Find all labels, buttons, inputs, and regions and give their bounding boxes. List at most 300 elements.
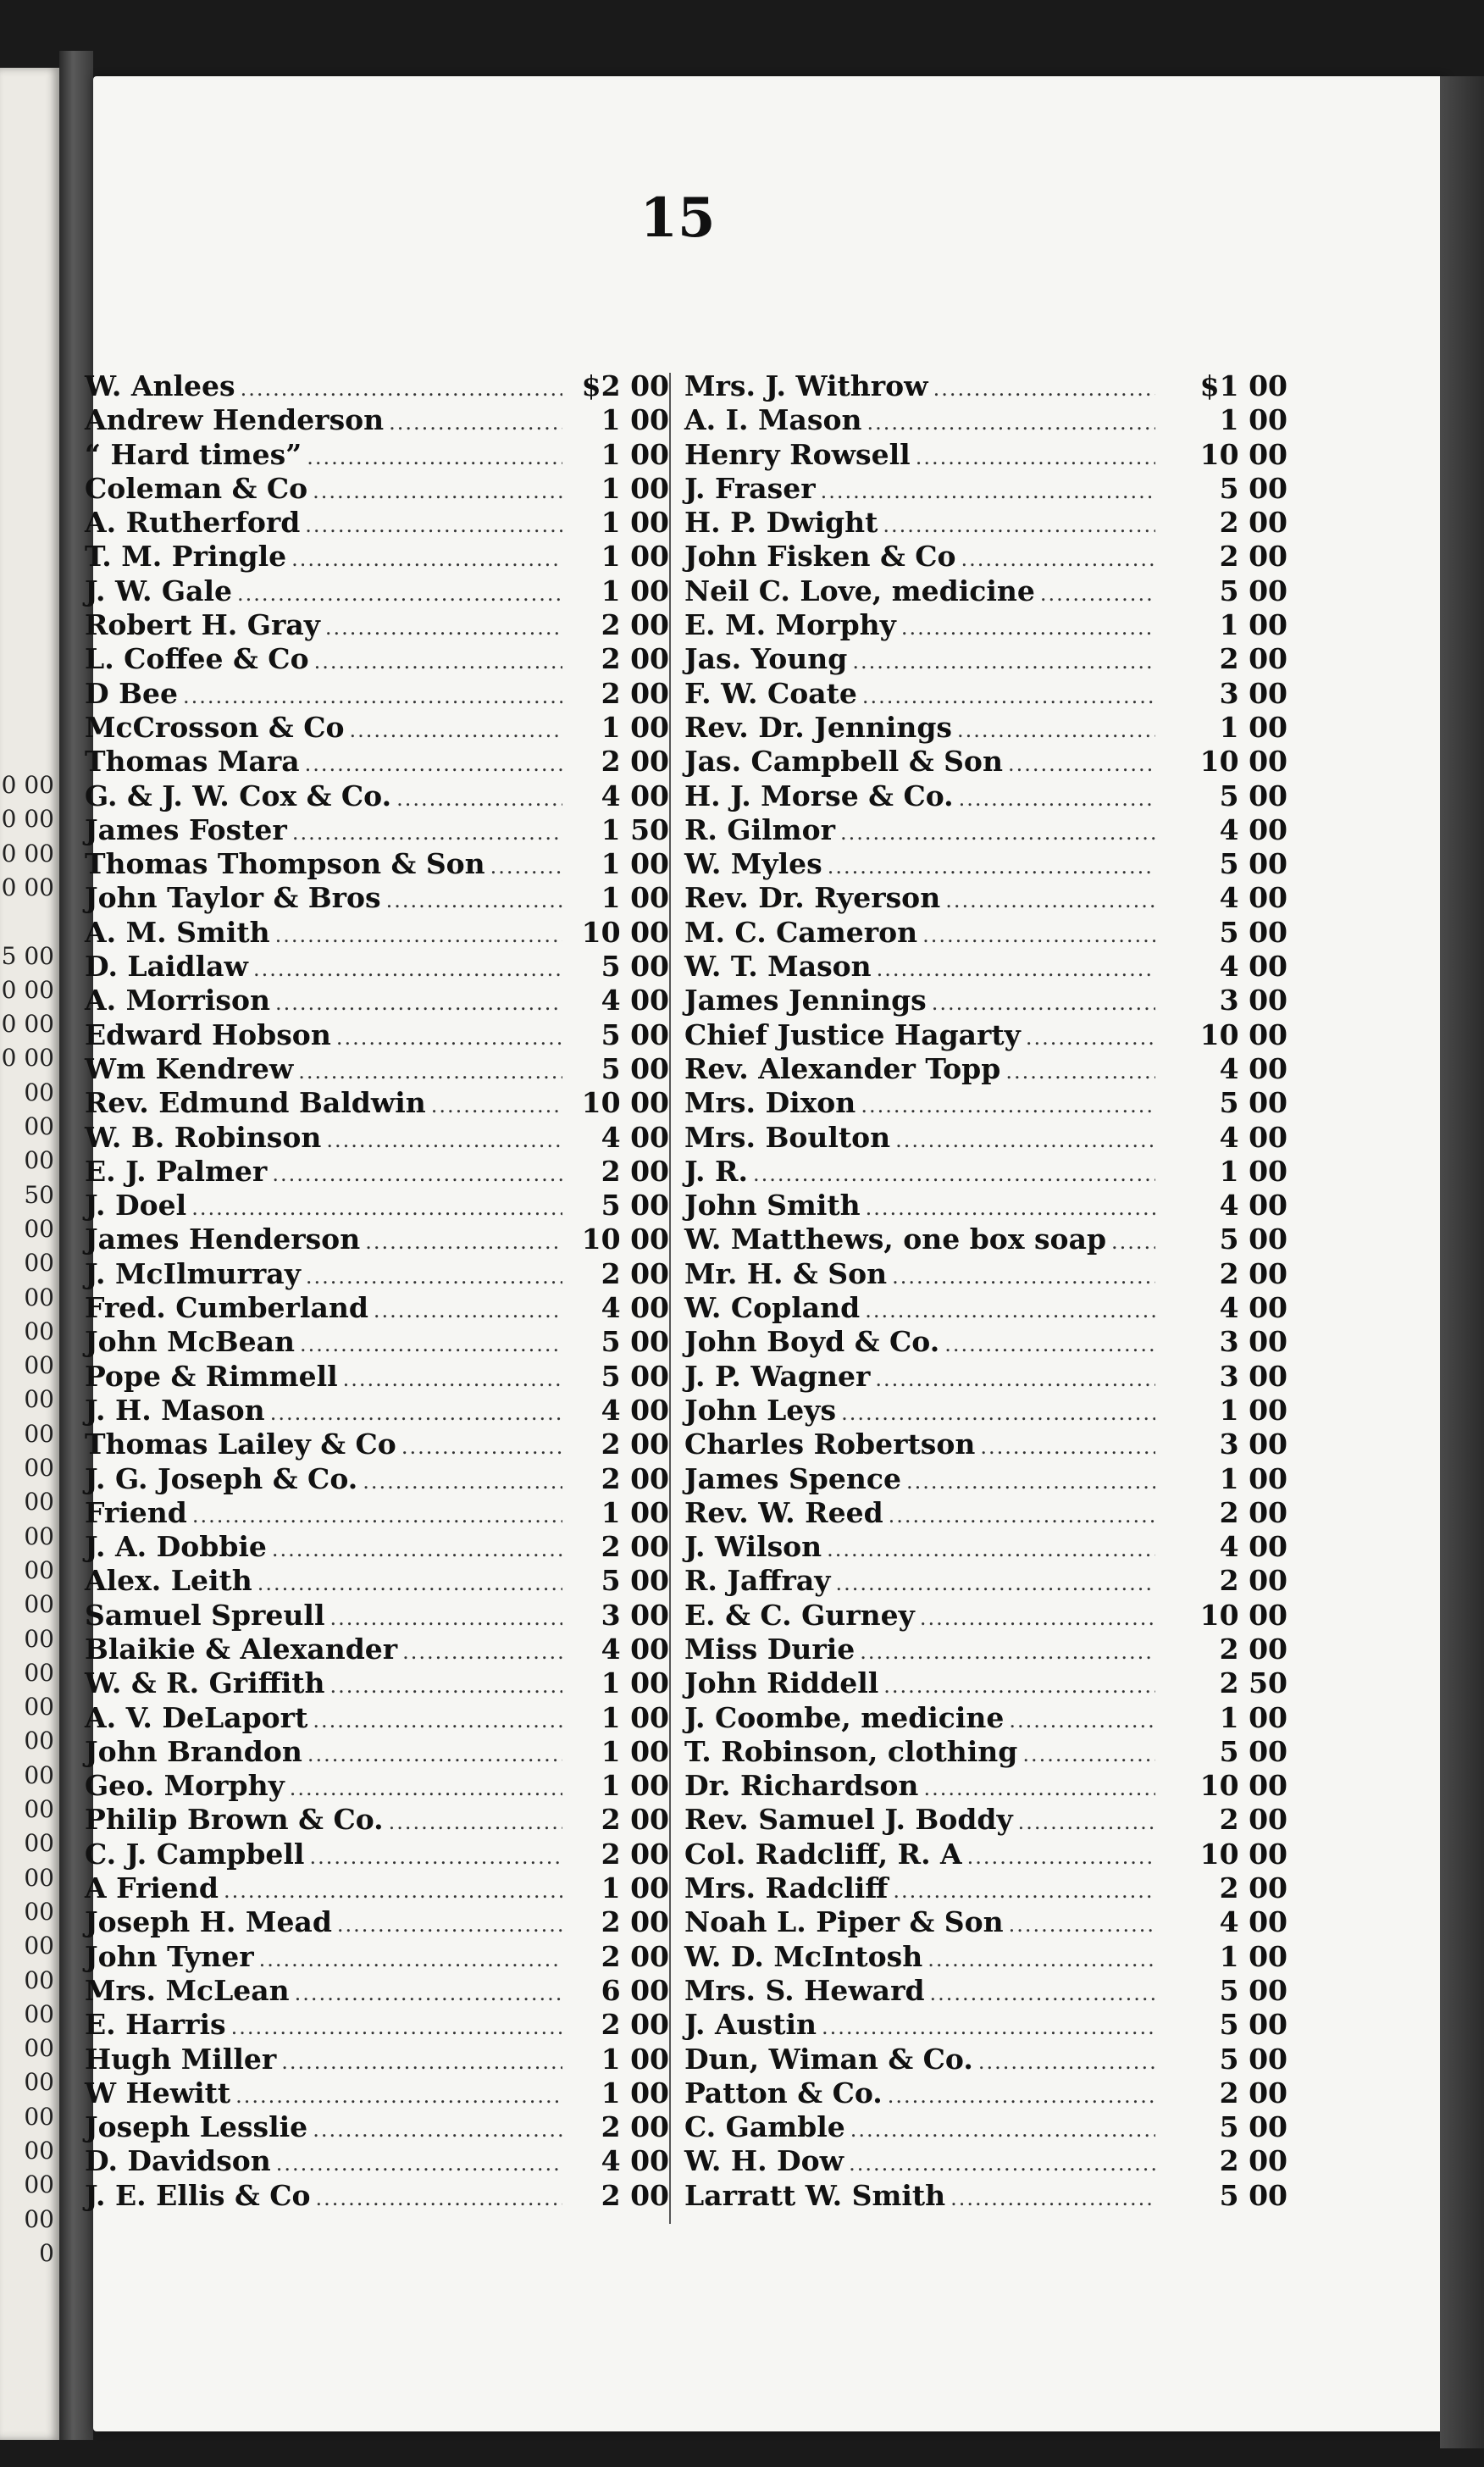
dot-leader bbox=[374, 1294, 562, 1328]
subscription-amount: 5 00 bbox=[601, 950, 669, 984]
facing-page-fragment: 00 bbox=[24, 1760, 54, 1789]
list-item bbox=[85, 1291, 669, 1325]
subscription-amount: 1 00 bbox=[1219, 710, 1287, 744]
list-item bbox=[669, 608, 1287, 642]
list-item bbox=[669, 506, 1287, 540]
subscriber-name: James Spence bbox=[684, 1461, 901, 1495]
dot-leader bbox=[883, 508, 1155, 542]
dot-leader bbox=[272, 1157, 562, 1191]
facing-page-fragment: 00 bbox=[24, 1795, 54, 1823]
list-item bbox=[669, 950, 1287, 984]
list-item bbox=[669, 1940, 1287, 1974]
dot-leader bbox=[1111, 1225, 1155, 1259]
subscriber-name: Mrs. J. Withrow bbox=[684, 369, 928, 402]
subscription-amount: 1 00 bbox=[601, 1700, 669, 1734]
list-item bbox=[669, 1735, 1287, 1769]
subscriber-name: A. V. DeLaport bbox=[85, 1700, 308, 1734]
list-item bbox=[669, 1769, 1287, 1803]
subscription-amount: 4 00 bbox=[1219, 881, 1287, 915]
subscription-amount: 1 00 bbox=[601, 540, 669, 574]
dot-leader bbox=[253, 952, 562, 986]
list-item bbox=[85, 403, 669, 437]
subscriber-name: John Fisken & Co bbox=[684, 540, 956, 574]
facing-page-fragment: 0 00 bbox=[1, 839, 54, 868]
subscriber-name: John Brandon bbox=[85, 1734, 302, 1768]
list-item bbox=[669, 745, 1287, 779]
dot-leader bbox=[827, 1533, 1155, 1566]
subscriber-name: T. Robinson, clothing bbox=[684, 1734, 1018, 1768]
list-item bbox=[669, 1905, 1287, 1939]
subscriber-name: E. Harris bbox=[85, 2008, 226, 2042]
dot-leader bbox=[307, 1738, 562, 1771]
subscription-amount: 2 00 bbox=[1219, 1256, 1287, 1290]
subscription-amount: 2 00 bbox=[1219, 1632, 1287, 1666]
list-item bbox=[669, 1222, 1287, 1256]
subscriber-name: J. Coombe, medicine bbox=[684, 1700, 1005, 1734]
dot-leader bbox=[313, 2113, 562, 2147]
subscriber-name: A. I. Mason bbox=[684, 403, 862, 437]
facing-page-fragment: 00 bbox=[24, 1146, 54, 1175]
subscription-amount: 5 00 bbox=[1219, 574, 1287, 607]
list-item bbox=[669, 916, 1287, 950]
dot-leader bbox=[295, 1976, 562, 2010]
subscriber-name: Samuel Spreull bbox=[85, 1598, 325, 1632]
subscriber-name: J. G. Joseph & Co. bbox=[85, 1461, 358, 1495]
dot-leader bbox=[961, 542, 1155, 576]
list-item bbox=[85, 2008, 669, 2042]
facing-page-fragment: 0 00 bbox=[1, 1010, 54, 1039]
subscriber-name: H. P. Dwight bbox=[684, 506, 878, 540]
dot-leader bbox=[1005, 1055, 1155, 1089]
subscription-amount: $2 00 bbox=[581, 369, 669, 402]
subscription-amount: 10 00 bbox=[581, 1222, 669, 1256]
subscription-amount: 2 00 bbox=[1219, 1803, 1287, 1837]
subscriber-name: E. M. Morphy bbox=[684, 608, 896, 642]
dot-leader bbox=[290, 1771, 562, 1805]
list-item bbox=[85, 642, 669, 676]
subscription-amount: 2 00 bbox=[601, 1256, 669, 1290]
facing-page-fragment: 00 bbox=[24, 1624, 54, 1653]
subscriber-name: McCrosson & Co bbox=[85, 710, 345, 744]
list-item bbox=[85, 1530, 669, 1564]
subscription-amount: 5 00 bbox=[1219, 2110, 1287, 2144]
facing-page-fragment: 00 bbox=[24, 2034, 54, 2063]
subscription-amount: 1 00 bbox=[601, 437, 669, 471]
dot-leader bbox=[275, 918, 562, 952]
dot-leader bbox=[1022, 1738, 1155, 1771]
subscriber-name: Coleman & Co bbox=[85, 471, 308, 505]
dot-leader bbox=[275, 986, 562, 1020]
dot-leader bbox=[1009, 1908, 1155, 1942]
subscriber-name: Philip Brown & Co. bbox=[85, 1803, 384, 1837]
subscriber-name: A. M. Smith bbox=[85, 915, 270, 949]
subscription-amount: 4 00 bbox=[601, 1120, 669, 1154]
subscription-amount: 5 00 bbox=[1219, 2008, 1287, 2042]
facing-page-fragment: 00 bbox=[24, 1112, 54, 1140]
subscription-amount: 2 00 bbox=[601, 1154, 669, 1188]
list-item bbox=[85, 1155, 669, 1189]
facing-page-fragment: 00 bbox=[24, 1454, 54, 1482]
dot-leader bbox=[330, 1601, 563, 1635]
subscription-amount: 1 00 bbox=[601, 847, 669, 881]
subscriber-name: Andrew Henderson bbox=[85, 403, 385, 437]
dot-leader bbox=[888, 2079, 1155, 2113]
subscription-amount: 5 00 bbox=[1219, 1086, 1287, 1120]
dot-leader bbox=[343, 1362, 562, 1396]
list-item bbox=[669, 1155, 1287, 1189]
list-item bbox=[85, 1121, 669, 1155]
dot-leader bbox=[309, 1840, 562, 1874]
dot-leader bbox=[850, 2113, 1155, 2147]
subscription-amount: 4 00 bbox=[1219, 1530, 1287, 1564]
subscription-amount: 1 00 bbox=[601, 471, 669, 505]
list-item bbox=[85, 1496, 669, 1530]
list-item bbox=[669, 1564, 1287, 1598]
facing-page-fragment: 00 bbox=[24, 1932, 54, 1960]
dot-leader bbox=[257, 1566, 562, 1600]
subscription-amount: 2 00 bbox=[1219, 1871, 1287, 1905]
dot-leader bbox=[291, 542, 562, 576]
subscription-amount: 1 00 bbox=[601, 881, 669, 915]
subscriber-name: E. & C. Gurney bbox=[684, 1598, 915, 1632]
subscriber-name: Blaikie & Alexander bbox=[85, 1632, 398, 1666]
facing-page-fragment: 00 bbox=[24, 1419, 54, 1448]
subscription-amount: 2 00 bbox=[601, 1428, 669, 1461]
dot-leader bbox=[231, 2010, 562, 2044]
list-item bbox=[669, 847, 1287, 881]
subscriber-name: John Boyd & Co. bbox=[684, 1325, 940, 1359]
list-item bbox=[85, 1222, 669, 1256]
dot-leader bbox=[402, 1635, 562, 1669]
list-item bbox=[85, 1940, 669, 1974]
subscriber-name: W. T. Mason bbox=[684, 950, 872, 984]
subscription-amount: 2 00 bbox=[1219, 540, 1287, 574]
list-item bbox=[85, 916, 669, 950]
subscription-amount: 1 00 bbox=[601, 506, 669, 540]
subscription-amount: 2 00 bbox=[601, 676, 669, 710]
facing-page-fragment: 00 bbox=[24, 1555, 54, 1584]
dot-leader bbox=[330, 1669, 562, 1703]
list-item bbox=[669, 677, 1287, 711]
subscriber-name: Mrs. Dixon bbox=[684, 1086, 856, 1120]
list-item bbox=[669, 2110, 1287, 2144]
facing-page-fragment: 00 bbox=[24, 1999, 54, 2028]
facing-page-fragment: 00 bbox=[24, 1249, 54, 1278]
subscriber-name: Dun, Wiman & Co. bbox=[684, 2042, 973, 2076]
dot-leader bbox=[895, 1123, 1155, 1157]
subscription-amount: 2 00 bbox=[601, 1905, 669, 1939]
subscriber-name: Mrs. S. Heward bbox=[684, 1973, 925, 2007]
facing-page-fragment: 00 bbox=[24, 2204, 54, 2233]
subscription-amount: 1 50 bbox=[601, 812, 669, 846]
list-item bbox=[669, 1086, 1287, 1120]
list-item bbox=[669, 1633, 1287, 1666]
subscription-amount: 2 00 bbox=[601, 1461, 669, 1495]
dot-leader bbox=[1026, 1021, 1155, 1055]
subscription-amount: 5 00 bbox=[601, 1325, 669, 1359]
subscription-amount: 5 00 bbox=[601, 1051, 669, 1085]
dot-leader bbox=[916, 441, 1155, 474]
dot-leader bbox=[841, 1396, 1155, 1430]
facing-page-fragment: 00 bbox=[24, 1693, 54, 1721]
dot-leader bbox=[306, 1260, 562, 1294]
subscription-amount: 4 00 bbox=[601, 984, 669, 1017]
subscriber-name: J. W. Gale bbox=[85, 574, 233, 607]
dot-leader bbox=[401, 1430, 562, 1464]
page-number: 15 bbox=[640, 186, 716, 250]
facing-page-fragment: 00 bbox=[24, 1863, 54, 1892]
subscription-amount: 4 00 bbox=[1219, 1051, 1287, 1085]
list-item bbox=[85, 2179, 669, 2213]
dot-leader bbox=[431, 1089, 562, 1123]
facing-page-fragment: 00 bbox=[24, 2068, 54, 2097]
facing-page-fragment: 00 bbox=[24, 1283, 54, 1311]
subscriber-name: Rev. Dr. Jennings bbox=[684, 710, 952, 744]
subscription-amount: 2 00 bbox=[601, 745, 669, 779]
dot-leader bbox=[828, 850, 1155, 884]
dot-leader bbox=[967, 1840, 1155, 1874]
subscriber-name: Patton & Co. bbox=[684, 2076, 883, 2109]
subscriber-name: J. E. Ellis & Co bbox=[85, 2178, 311, 2212]
facing-page-fragment bbox=[0, 907, 59, 941]
subscriber-name: James Jennings bbox=[684, 984, 927, 1017]
list-item bbox=[669, 1838, 1287, 1871]
dot-leader bbox=[861, 1089, 1155, 1123]
subscriber-name: John Smith bbox=[684, 1189, 861, 1222]
subscriber-name: F. W. Coate bbox=[684, 676, 857, 710]
subscription-amount: 2 00 bbox=[601, 1803, 669, 1837]
subscriber-name: J. Doel bbox=[85, 1189, 187, 1222]
subscriber-name: Col. Radcliff, R. A bbox=[684, 1837, 962, 1871]
subscription-amount: 2 00 bbox=[601, 1530, 669, 1564]
dot-leader bbox=[300, 1328, 562, 1361]
subscription-amount: 1 00 bbox=[1219, 403, 1287, 437]
subscriber-name: D. Davidson bbox=[85, 2144, 271, 2178]
subscription-amount: 10 00 bbox=[1199, 1598, 1287, 1632]
subscription-amount: 3 00 bbox=[1219, 1428, 1287, 1461]
list-item bbox=[85, 540, 669, 574]
list-item bbox=[669, 1803, 1287, 1837]
subscriber-name: Dr. Richardson bbox=[684, 1769, 919, 1803]
dot-leader bbox=[944, 1328, 1155, 1361]
subscriber-name: Rev. W. Reed bbox=[684, 1495, 883, 1529]
subscriber-name: J. P. Wagner bbox=[684, 1359, 871, 1393]
list-item bbox=[85, 472, 669, 506]
list-item bbox=[85, 438, 669, 472]
dot-leader bbox=[866, 1191, 1155, 1225]
list-item bbox=[669, 2144, 1287, 2178]
subscriber-name: Mr. H. & Son bbox=[684, 1256, 888, 1290]
subscription-amount: 5 00 bbox=[1219, 779, 1287, 812]
list-item bbox=[85, 1462, 669, 1496]
dot-leader bbox=[906, 1465, 1155, 1499]
subscription-amount: 1 00 bbox=[601, 574, 669, 607]
subscriber-name: Wm Kendrew bbox=[85, 1051, 294, 1085]
dot-leader bbox=[1018, 1805, 1155, 1839]
subscription-amount: 10 00 bbox=[1199, 437, 1287, 471]
subscription-amount: 1 00 bbox=[1219, 1700, 1287, 1734]
list-item bbox=[669, 1121, 1287, 1155]
subscriber-name: J. McIlmurray bbox=[85, 1256, 301, 1290]
subscriber-name: Chief Justice Hagarty bbox=[684, 1017, 1021, 1051]
list-item bbox=[85, 1633, 669, 1666]
list-item bbox=[669, 1257, 1287, 1291]
list-item bbox=[85, 1257, 669, 1291]
facing-page-edge bbox=[0, 68, 59, 2440]
dot-leader bbox=[365, 1225, 562, 1259]
subscriber-name: John Taylor & Bros bbox=[85, 881, 381, 915]
subscription-amount: 4 00 bbox=[1219, 1120, 1287, 1154]
subscriber-name: M. C. Cameron bbox=[684, 915, 918, 949]
dot-leader bbox=[386, 884, 562, 918]
subscriber-list-left bbox=[85, 369, 669, 2213]
dot-leader bbox=[326, 1123, 562, 1157]
subscription-amount: 1 00 bbox=[601, 1734, 669, 1768]
dot-leader bbox=[950, 2181, 1155, 2215]
list-item bbox=[85, 1394, 669, 1428]
dot-leader bbox=[957, 713, 1155, 747]
facing-page-fragment: 00 bbox=[24, 1897, 54, 1926]
subscription-amount: 2 00 bbox=[601, 1939, 669, 1973]
dot-leader bbox=[875, 1362, 1155, 1396]
list-item bbox=[85, 2076, 669, 2110]
subscriber-list-right bbox=[669, 369, 1287, 2213]
list-item bbox=[85, 1905, 669, 1939]
dot-leader bbox=[978, 2045, 1155, 2079]
subscription-amount: 1 00 bbox=[601, 1666, 669, 1700]
list-item bbox=[85, 2043, 669, 2076]
list-item bbox=[85, 1735, 669, 1769]
facing-page-fragment: 0 00 bbox=[1, 805, 54, 834]
subscription-amount: 2 00 bbox=[601, 2008, 669, 2042]
subscriber-name: Noah L. Piper & Son bbox=[684, 1905, 1004, 1939]
subscriber-name: W. & R. Griffith bbox=[85, 1666, 325, 1700]
subscriber-name: Mrs. Boulton bbox=[684, 1120, 891, 1154]
facing-page-fragment: 0 00 bbox=[1, 1044, 54, 1073]
subscriber-name: R. Jaffray bbox=[684, 1564, 831, 1598]
list-item bbox=[85, 1974, 669, 2008]
subscriber-name: James Henderson bbox=[85, 1222, 361, 1256]
list-item bbox=[669, 2008, 1287, 2042]
subscription-amount: 1 00 bbox=[601, 1495, 669, 1529]
dot-leader bbox=[325, 611, 562, 645]
page-edge-right bbox=[1440, 76, 1484, 2448]
subscription-amount: 5 00 bbox=[1219, 1734, 1287, 1768]
subscription-amount: 2 00 bbox=[601, 1837, 669, 1871]
list-item bbox=[669, 2179, 1287, 2213]
dot-leader bbox=[933, 372, 1155, 406]
list-item bbox=[85, 1838, 669, 1871]
subscription-amount: 5 00 bbox=[1219, 1222, 1287, 1256]
subscriber-name: Friend bbox=[85, 1495, 187, 1529]
dot-leader bbox=[336, 1021, 562, 1055]
subscriber-name: W. H. Dow bbox=[684, 2144, 844, 2178]
facing-page-fragment: 0 bbox=[39, 2238, 54, 2267]
facing-page-fragment: 0 00 bbox=[1, 975, 54, 1004]
subscriber-name: James Foster bbox=[85, 812, 287, 846]
subscriber-name: Mrs. McLean bbox=[85, 1973, 290, 2007]
dot-leader bbox=[923, 1771, 1155, 1805]
dot-leader bbox=[281, 2045, 562, 2079]
dot-leader bbox=[883, 1669, 1155, 1703]
dot-leader bbox=[893, 1874, 1155, 1908]
dot-leader bbox=[877, 952, 1155, 986]
list-item bbox=[669, 540, 1287, 574]
subscriber-name: John Tyner bbox=[85, 1939, 254, 1973]
subscription-amount: 3 00 bbox=[601, 1598, 669, 1632]
subscription-amount: 10 00 bbox=[1199, 1837, 1287, 1871]
list-item bbox=[85, 881, 669, 915]
list-item bbox=[669, 2043, 1287, 2076]
list-item bbox=[669, 472, 1287, 506]
subscription-amount: 4 00 bbox=[601, 779, 669, 812]
subscriber-name: W Hewitt bbox=[85, 2076, 231, 2109]
subscription-amount: 2 00 bbox=[601, 2110, 669, 2144]
dot-leader bbox=[928, 1943, 1155, 1976]
list-item bbox=[85, 1701, 669, 1735]
facing-page-fragment: 00 bbox=[24, 1351, 54, 1380]
subscriber-name: Neil C. Love, medicine bbox=[684, 574, 1035, 607]
list-item bbox=[85, 1360, 669, 1394]
dot-leader bbox=[191, 1191, 562, 1225]
dot-leader bbox=[307, 441, 562, 474]
subscriber-name: J. R. bbox=[684, 1154, 748, 1188]
subscriber-name: D Bee bbox=[85, 676, 178, 710]
dot-leader bbox=[1040, 577, 1155, 611]
facing-page-fragment: 00 bbox=[24, 1385, 54, 1414]
subscription-amount: 2 00 bbox=[1219, 1495, 1287, 1529]
dot-leader bbox=[980, 1430, 1155, 1464]
subscription-amount: 5 00 bbox=[1219, 847, 1287, 881]
subscription-amount: 1 00 bbox=[601, 403, 669, 437]
dot-leader bbox=[235, 2079, 562, 2113]
subscriber-name: L. Coffee & Co bbox=[85, 642, 309, 676]
list-item bbox=[669, 813, 1287, 847]
subscriber-name: Fred. Cumberland bbox=[85, 1291, 368, 1325]
dot-leader bbox=[237, 577, 562, 611]
dot-leader bbox=[849, 2147, 1155, 2181]
list-item bbox=[85, 1189, 669, 1222]
list-item bbox=[85, 608, 669, 642]
subscription-amount: 10 00 bbox=[1199, 1769, 1287, 1803]
subscriber-name: W. Copland bbox=[684, 1291, 861, 1325]
facing-page-fragment: 00 bbox=[24, 1078, 54, 1106]
subscriber-name: E. J. Palmer bbox=[85, 1154, 268, 1188]
facing-page-fragment: 00 bbox=[24, 1488, 54, 1516]
subscription-amount: 1 00 bbox=[601, 1871, 669, 1905]
subscriber-name: J. H. Mason bbox=[85, 1393, 265, 1427]
subscriber-name: Joseph Lesslie bbox=[85, 2110, 308, 2144]
dot-leader bbox=[396, 782, 562, 816]
subscription-amount: 1 00 bbox=[601, 1769, 669, 1803]
dot-leader bbox=[192, 1499, 562, 1533]
dot-leader bbox=[316, 2181, 562, 2215]
subscription-amount: 5 00 bbox=[1219, 2178, 1287, 2212]
list-item bbox=[85, 847, 669, 881]
subscriber-name: Rev. Edmund Baldwin bbox=[85, 1086, 426, 1120]
dot-leader bbox=[313, 1704, 562, 1738]
dot-leader bbox=[862, 679, 1155, 713]
list-item bbox=[669, 984, 1287, 1017]
subscriber-name: Mrs. Radcliff bbox=[684, 1871, 889, 1905]
subscription-amount: 10 00 bbox=[581, 1086, 669, 1120]
dot-leader bbox=[276, 2147, 562, 2181]
dot-leader bbox=[305, 747, 562, 781]
subscription-amount: 5 00 bbox=[601, 1017, 669, 1051]
subscription-amount: 1 00 bbox=[1219, 608, 1287, 642]
list-item bbox=[669, 1701, 1287, 1735]
subscription-amount: 2 00 bbox=[1219, 642, 1287, 676]
